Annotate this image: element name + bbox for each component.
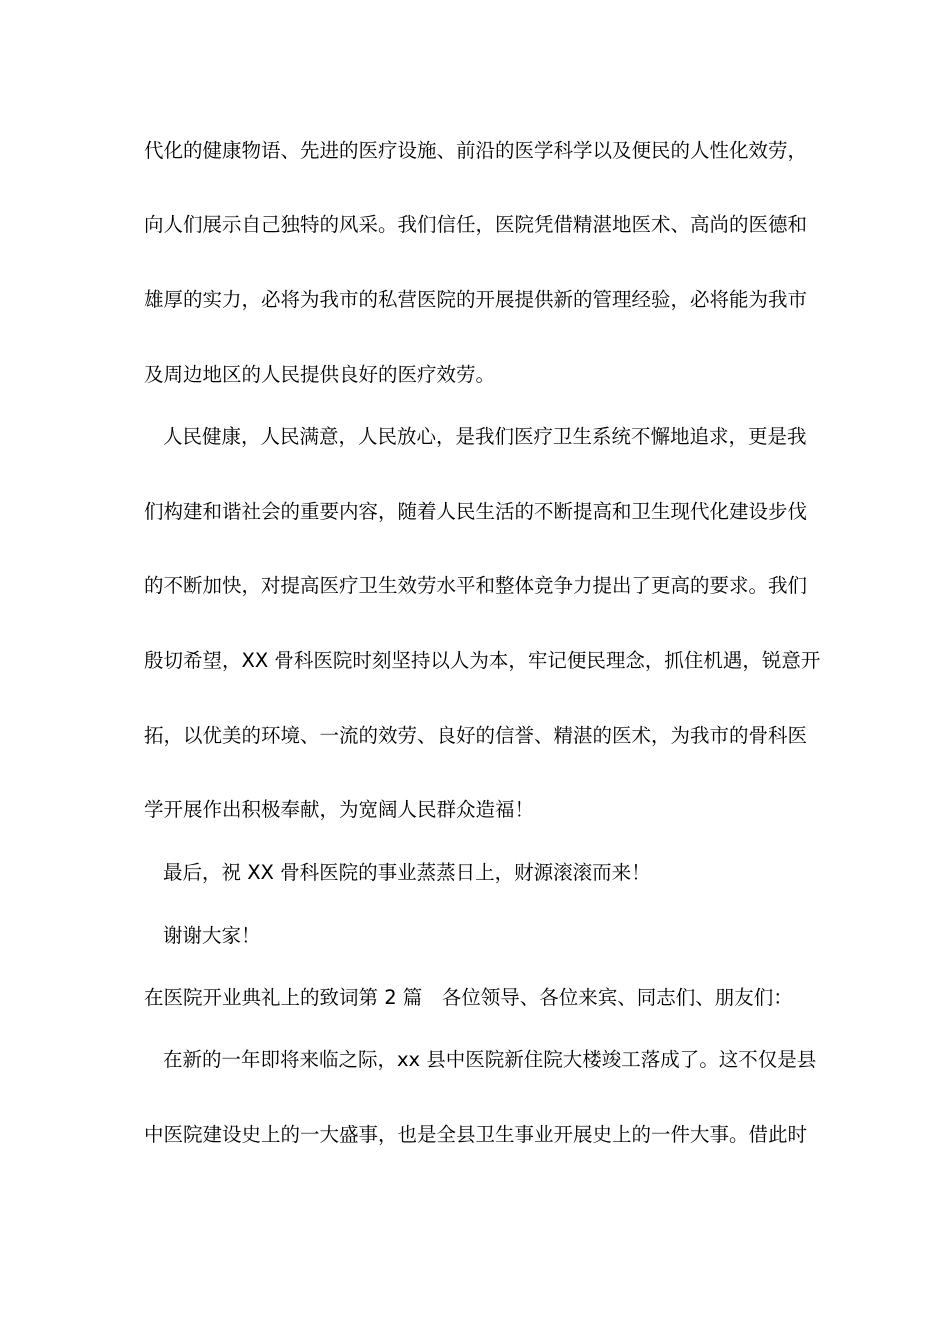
text-line: 学开展作出积极奉献，为宽阔人民群众造福！: [144, 798, 535, 821]
paragraph-start-line: 人民健康，人民满意，人民放心，是我们医疗卫生系统不懈地追求，更是我: [163, 425, 807, 448]
text-line: 向人们展示自己独特的风采。我们信任，医院凭借精湛地医术、高尚的医德和: [144, 213, 808, 236]
text-line: 的不断加快，对提高医疗卫生效劳水平和整体竞争力提出了更高的要求。我们: [144, 574, 808, 597]
text-line: 及周边地区的人民提供良好的医疗效劳。: [144, 363, 496, 386]
text-line: 中医院建设史上的一大盛事，也是全县卫生事业开展史上的一件大事。借此时: [144, 1123, 808, 1146]
paragraph-start-line: 在新的一年即将来临之际，xx 县中医院新住院大楼竣工落成了。这不仅是县: [163, 1048, 817, 1071]
text-line: 们构建和谐社会的重要内容，随着人民生活的不断提高和卫生现代化建设步伐: [144, 500, 808, 523]
thanks-line: 谢谢大家！: [163, 924, 261, 947]
text-line: 殷切希望，XX 骨科医院时刻坚持以人为本，牢记便民理念，抓住机遇，锐意开: [144, 649, 821, 672]
text-line: 雄厚的实力，必将为我市的私营医院的开展提供新的管理经验，必将能为我市: [144, 288, 808, 311]
text-line: 拓，以优美的环境、一流的效劳、良好的信誉、精湛的医术，为我市的骨科医: [144, 724, 808, 747]
closing-wish-line: 最后，祝 XX 骨科医院的事业蒸蒸日上，财源滚滚而来！: [163, 861, 651, 884]
text-line: 代化的健康物语、先进的医疗设施、前沿的医学科学以及便民的人性化效劳，: [144, 139, 808, 162]
section-heading-line: 在医院开业典礼上的致词第 2 篇 各位领导、各位来宾、同志们、朋友们：: [144, 986, 793, 1009]
